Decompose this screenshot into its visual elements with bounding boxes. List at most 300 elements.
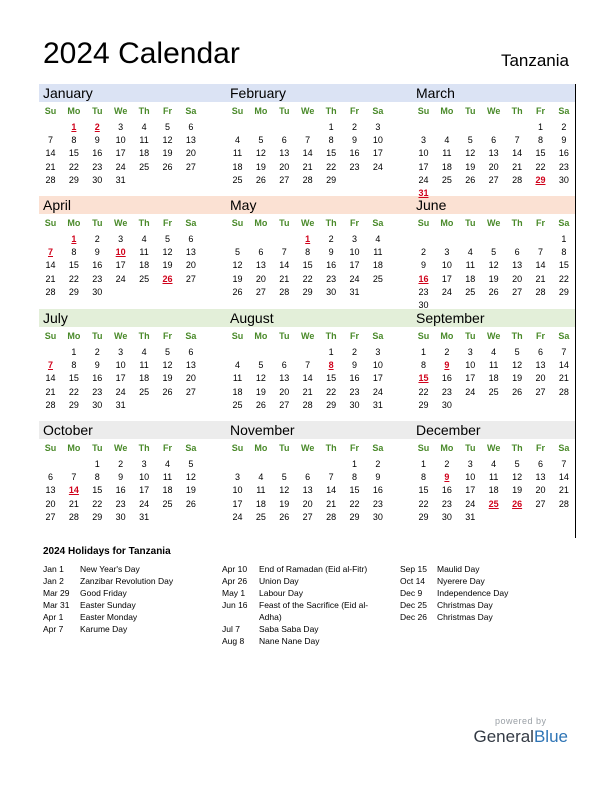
day-cell[interactable]: 17	[465, 485, 476, 496]
day-cell[interactable]: 8	[420, 472, 426, 483]
day-cell[interactable]: 16	[558, 148, 569, 159]
day-cell[interactable]: 14	[45, 148, 56, 159]
day-cell[interactable]: 18	[162, 485, 173, 496]
day-cell[interactable]: 18	[232, 161, 243, 172]
day-cell[interactable]: 23	[349, 386, 360, 397]
day-cell[interactable]: 21	[535, 273, 546, 284]
day-cell[interactable]: 30	[92, 286, 103, 297]
day-cell[interactable]: 21	[302, 386, 313, 397]
day-cell[interactable]: 22	[418, 498, 429, 509]
day-cell[interactable]: 31	[465, 511, 476, 522]
day-cell[interactable]: 13	[185, 360, 196, 371]
day-cell[interactable]: 8	[328, 135, 334, 146]
day-cell[interactable]: 30	[115, 511, 126, 522]
day-cell[interactable]: 18	[465, 273, 476, 284]
day-cell[interactable]: 11	[232, 148, 243, 159]
day-cell[interactable]: 8	[71, 247, 77, 258]
day-cell[interactable]: 10	[115, 135, 126, 146]
day-cell[interactable]: 6	[514, 247, 520, 258]
generalblue-logo[interactable]	[473, 727, 568, 747]
day-cell[interactable]: 20	[279, 161, 290, 172]
day-cell[interactable]: 18	[441, 161, 452, 172]
day-cell[interactable]: 24	[372, 161, 383, 172]
day-cell[interactable]: 13	[279, 373, 290, 384]
day-cell[interactable]: 5	[258, 135, 264, 146]
day-cell[interactable]: 21	[45, 386, 56, 397]
day-cell[interactable]: 23	[115, 498, 126, 509]
day-cell[interactable]: 13	[302, 485, 313, 496]
day-cell[interactable]: 15	[418, 485, 429, 496]
day-cell[interactable]: 25	[255, 511, 266, 522]
day-cell[interactable]: 3	[444, 247, 450, 258]
day-cell[interactable]: 18	[255, 498, 266, 509]
day-cell[interactable]: 7	[514, 135, 520, 146]
day-cell[interactable]: 17	[441, 273, 452, 284]
day-cell[interactable]: 12	[162, 135, 173, 146]
day-cell[interactable]: 21	[279, 273, 290, 284]
holiday-day[interactable]: 1	[71, 234, 77, 244]
day-cell[interactable]: 8	[71, 135, 77, 146]
day-cell[interactable]: 21	[326, 498, 337, 509]
day-cell[interactable]: 23	[349, 161, 360, 172]
day-cell[interactable]: 25	[441, 174, 452, 185]
day-cell[interactable]: 1	[71, 347, 77, 357]
day-cell[interactable]: 28	[302, 174, 313, 185]
day-cell[interactable]: 21	[512, 161, 523, 172]
day-cell[interactable]: 16	[349, 373, 360, 384]
day-cell[interactable]: 4	[491, 459, 497, 469]
day-cell[interactable]: 14	[558, 472, 569, 483]
day-cell[interactable]: 2	[444, 347, 450, 357]
day-cell[interactable]: 27	[535, 386, 546, 397]
day-cell[interactable]: 14	[302, 148, 313, 159]
day-cell[interactable]: 23	[558, 161, 569, 172]
day-cell[interactable]: 22	[535, 161, 546, 172]
day-cell[interactable]: 20	[185, 260, 196, 271]
day-cell[interactable]: 13	[185, 247, 196, 258]
day-cell[interactable]: 5	[281, 472, 287, 483]
day-cell[interactable]: 25	[162, 498, 173, 509]
day-cell[interactable]: 25	[139, 161, 150, 172]
day-cell[interactable]: 12	[512, 360, 523, 371]
day-cell[interactable]: 25	[139, 273, 150, 284]
day-cell[interactable]: 29	[68, 399, 79, 410]
day-cell[interactable]: 21	[302, 161, 313, 172]
day-cell[interactable]: 17	[349, 260, 360, 271]
day-cell[interactable]: 23	[92, 386, 103, 397]
day-cell[interactable]: 30	[372, 511, 383, 522]
day-cell[interactable]: 21	[45, 273, 56, 284]
day-cell[interactable]: 13	[185, 135, 196, 146]
day-cell[interactable]: 2	[351, 347, 357, 357]
day-cell[interactable]: 7	[47, 135, 53, 146]
day-cell[interactable]: 4	[141, 234, 147, 244]
day-cell[interactable]: 6	[188, 122, 194, 132]
day-cell[interactable]: 1	[328, 347, 334, 357]
day-cell[interactable]: 12	[162, 360, 173, 371]
day-cell[interactable]: 24	[139, 498, 150, 509]
day-cell[interactable]: 3	[467, 347, 473, 357]
day-cell[interactable]: 18	[488, 485, 499, 496]
day-cell[interactable]: 30	[441, 399, 452, 410]
day-cell[interactable]: 3	[375, 122, 381, 132]
day-cell[interactable]: 29	[326, 399, 337, 410]
day-cell[interactable]: 19	[512, 373, 523, 384]
holiday-day[interactable]: 16	[418, 273, 429, 284]
day-cell[interactable]: 1	[351, 459, 357, 469]
day-cell[interactable]: 9	[420, 260, 426, 271]
day-cell[interactable]: 11	[139, 360, 149, 371]
day-cell[interactable]: 11	[162, 472, 173, 483]
day-cell[interactable]: 7	[71, 472, 77, 483]
holiday-day[interactable]: 8	[328, 360, 334, 371]
day-cell[interactable]: 27	[302, 511, 313, 522]
day-cell[interactable]: 24	[115, 161, 126, 172]
day-cell[interactable]: 18	[232, 386, 243, 397]
day-cell[interactable]: 21	[45, 161, 56, 172]
day-cell[interactable]: 29	[326, 174, 337, 185]
day-cell[interactable]: 30	[92, 399, 103, 410]
day-cell[interactable]: 12	[255, 373, 266, 384]
day-cell[interactable]: 2	[375, 459, 381, 469]
day-cell[interactable]: 24	[349, 273, 360, 284]
day-cell[interactable]: 7	[537, 247, 543, 258]
day-cell[interactable]: 24	[232, 511, 243, 522]
day-cell[interactable]: 10	[372, 360, 383, 371]
day-cell[interactable]: 10	[465, 360, 476, 371]
day-cell[interactable]: 6	[305, 472, 311, 483]
day-cell[interactable]: 9	[351, 360, 357, 371]
day-cell[interactable]: 11	[373, 247, 383, 258]
day-cell[interactable]: 10	[372, 135, 383, 146]
day-cell[interactable]: 24	[372, 386, 383, 397]
day-cell[interactable]: 10	[139, 472, 150, 483]
day-cell[interactable]: 9	[351, 135, 357, 146]
day-cell[interactable]: 3	[118, 234, 124, 244]
day-cell[interactable]: 5	[514, 459, 520, 469]
day-cell[interactable]: 11	[442, 148, 452, 159]
day-cell[interactable]: 28	[45, 399, 56, 410]
day-cell[interactable]: 16	[92, 260, 103, 271]
day-cell[interactable]: 17	[372, 148, 383, 159]
day-cell[interactable]: 3	[141, 459, 147, 469]
day-cell[interactable]: 17	[232, 498, 243, 509]
day-cell[interactable]: 31	[115, 174, 126, 185]
day-cell[interactable]: 7	[281, 247, 287, 258]
day-cell[interactable]: 16	[326, 260, 337, 271]
day-cell[interactable]: 25	[232, 399, 243, 410]
day-cell[interactable]: 29	[68, 286, 79, 297]
day-cell[interactable]: 20	[185, 148, 196, 159]
day-cell[interactable]: 12	[512, 472, 523, 483]
day-cell[interactable]: 27	[45, 511, 56, 522]
day-cell[interactable]: 29	[418, 399, 429, 410]
day-cell[interactable]: 12	[162, 247, 173, 258]
day-cell[interactable]: 24	[115, 386, 126, 397]
day-cell[interactable]: 24	[115, 273, 126, 284]
day-cell[interactable]: 19	[162, 148, 173, 159]
day-cell[interactable]: 12	[255, 148, 266, 159]
day-cell[interactable]: 31	[372, 399, 383, 410]
day-cell[interactable]: 5	[164, 234, 170, 244]
day-cell[interactable]: 27	[512, 286, 523, 297]
day-cell[interactable]: 14	[302, 373, 313, 384]
day-cell[interactable]: 12	[279, 485, 290, 496]
day-cell[interactable]: 2	[94, 234, 100, 244]
day-cell[interactable]: 26	[162, 161, 173, 172]
day-cell[interactable]: 23	[441, 386, 452, 397]
day-cell[interactable]: 3	[351, 234, 357, 244]
day-cell[interactable]: 12	[465, 148, 476, 159]
day-cell[interactable]: 1	[561, 234, 567, 244]
day-cell[interactable]: 26	[232, 286, 243, 297]
holiday-day[interactable]: 9	[444, 360, 450, 371]
day-cell[interactable]: 1	[537, 122, 543, 132]
day-cell[interactable]: 7	[305, 135, 311, 146]
day-cell[interactable]: 15	[92, 485, 103, 496]
day-cell[interactable]: 29	[558, 286, 569, 297]
holiday-day[interactable]: 1	[71, 122, 77, 132]
day-cell[interactable]: 16	[349, 148, 360, 159]
day-cell[interactable]: 6	[537, 347, 543, 357]
day-cell[interactable]: 3	[118, 347, 124, 357]
day-cell[interactable]: 20	[255, 273, 266, 284]
day-cell[interactable]: 5	[514, 347, 520, 357]
day-cell[interactable]: 26	[185, 498, 196, 509]
holiday-day[interactable]: 2	[94, 122, 100, 132]
day-cell[interactable]: 29	[302, 286, 313, 297]
day-cell[interactable]: 16	[115, 485, 126, 496]
day-cell[interactable]: 18	[372, 260, 383, 271]
day-cell[interactable]: 6	[258, 247, 264, 258]
day-cell[interactable]: 10	[418, 148, 429, 159]
day-cell[interactable]: 8	[94, 472, 100, 483]
day-cell[interactable]: 16	[92, 148, 103, 159]
day-cell[interactable]: 5	[258, 360, 264, 371]
day-cell[interactable]: 1	[420, 347, 426, 357]
day-cell[interactable]: 3	[375, 347, 381, 357]
day-cell[interactable]: 27	[185, 161, 196, 172]
day-cell[interactable]: 22	[418, 386, 429, 397]
day-cell[interactable]: 19	[185, 485, 196, 496]
day-cell[interactable]: 19	[255, 386, 266, 397]
day-cell[interactable]: 24	[418, 174, 429, 185]
day-cell[interactable]: 13	[45, 485, 56, 496]
day-cell[interactable]: 20	[512, 273, 523, 284]
day-cell[interactable]: 8	[537, 135, 543, 146]
day-cell[interactable]: 5	[164, 347, 170, 357]
holiday-day[interactable]: 31	[418, 188, 429, 198]
holiday-day[interactable]: 14	[68, 485, 79, 496]
day-cell[interactable]: 22	[302, 273, 313, 284]
day-cell[interactable]: 19	[232, 273, 243, 284]
day-cell[interactable]: 12	[488, 260, 499, 271]
day-cell[interactable]: 26	[488, 286, 499, 297]
holiday-day[interactable]: 29	[535, 174, 546, 185]
day-cell[interactable]: 4	[164, 459, 170, 469]
day-cell[interactable]: 6	[281, 360, 287, 371]
day-cell[interactable]: 22	[68, 161, 79, 172]
day-cell[interactable]: 14	[535, 260, 546, 271]
day-cell[interactable]: 21	[558, 373, 569, 384]
day-cell[interactable]: 1	[420, 459, 426, 469]
day-cell[interactable]: 20	[535, 373, 546, 384]
holiday-day[interactable]: 7	[47, 360, 53, 371]
day-cell[interactable]: 26	[279, 511, 290, 522]
day-cell[interactable]: 23	[92, 161, 103, 172]
day-cell[interactable]: 30	[349, 399, 360, 410]
day-cell[interactable]: 27	[255, 286, 266, 297]
day-cell[interactable]: 31	[115, 399, 126, 410]
day-cell[interactable]: 15	[558, 260, 569, 271]
day-cell[interactable]: 10	[115, 360, 126, 371]
day-cell[interactable]: 2	[328, 234, 334, 244]
day-cell[interactable]: 20	[185, 373, 196, 384]
holiday-day[interactable]: 26	[162, 273, 173, 284]
day-cell[interactable]: 6	[188, 347, 194, 357]
day-cell[interactable]: 2	[444, 459, 450, 469]
holiday-day[interactable]: 26	[512, 498, 523, 509]
day-cell[interactable]: 15	[326, 148, 337, 159]
day-cell[interactable]: 22	[68, 273, 79, 284]
day-cell[interactable]: 4	[444, 135, 450, 146]
day-cell[interactable]: 27	[185, 273, 196, 284]
day-cell[interactable]: 30	[558, 174, 569, 185]
day-cell[interactable]: 2	[118, 459, 124, 469]
day-cell[interactable]: 29	[349, 511, 360, 522]
day-cell[interactable]: 8	[420, 360, 426, 371]
day-cell[interactable]: 4	[375, 234, 381, 244]
day-cell[interactable]: 10	[349, 247, 360, 258]
day-cell[interactable]: 10	[465, 472, 476, 483]
day-cell[interactable]: 3	[420, 135, 426, 146]
day-cell[interactable]: 26	[255, 399, 266, 410]
day-cell[interactable]: 9	[94, 247, 100, 258]
day-cell[interactable]: 8	[561, 247, 567, 258]
day-cell[interactable]: 2	[561, 122, 567, 132]
day-cell[interactable]: 19	[162, 373, 173, 384]
day-cell[interactable]: 31	[139, 511, 150, 522]
day-cell[interactable]: 28	[279, 286, 290, 297]
holiday-day[interactable]: 10	[115, 247, 126, 258]
day-cell[interactable]: 2	[351, 122, 357, 132]
day-cell[interactable]: 15	[535, 148, 546, 159]
day-cell[interactable]: 16	[441, 485, 452, 496]
day-cell[interactable]: 6	[537, 459, 543, 469]
day-cell[interactable]: 21	[68, 498, 79, 509]
day-cell[interactable]: 3	[467, 459, 473, 469]
day-cell[interactable]: 24	[441, 286, 452, 297]
day-cell[interactable]: 15	[68, 260, 79, 271]
day-cell[interactable]: 27	[488, 174, 499, 185]
day-cell[interactable]: 21	[558, 485, 569, 496]
day-cell[interactable]: 1	[328, 122, 334, 132]
day-cell[interactable]: 5	[491, 247, 497, 258]
day-cell[interactable]: 6	[491, 135, 497, 146]
day-cell[interactable]: 27	[279, 174, 290, 185]
day-cell[interactable]: 19	[512, 485, 523, 496]
day-cell[interactable]: 7	[328, 472, 334, 483]
day-cell[interactable]: 29	[92, 511, 103, 522]
holiday-day[interactable]: 1	[305, 234, 311, 244]
day-cell[interactable]: 25	[488, 386, 499, 397]
day-cell[interactable]: 6	[281, 135, 287, 146]
day-cell[interactable]: 23	[418, 286, 429, 297]
day-cell[interactable]: 9	[375, 472, 381, 483]
day-cell[interactable]: 23	[372, 498, 383, 509]
day-cell[interactable]: 3	[118, 122, 124, 132]
day-cell[interactable]: 15	[326, 373, 337, 384]
day-cell[interactable]: 27	[185, 386, 196, 397]
day-cell[interactable]: 26	[255, 174, 266, 185]
day-cell[interactable]: 11	[139, 135, 149, 146]
day-cell[interactable]: 11	[256, 485, 266, 496]
day-cell[interactable]: 16	[92, 373, 103, 384]
day-cell[interactable]: 13	[535, 360, 546, 371]
day-cell[interactable]: 15	[302, 260, 313, 271]
day-cell[interactable]: 4	[258, 472, 264, 483]
day-cell[interactable]: 14	[326, 485, 337, 496]
day-cell[interactable]: 19	[465, 161, 476, 172]
day-cell[interactable]: 28	[326, 511, 337, 522]
day-cell[interactable]: 19	[255, 161, 266, 172]
day-cell[interactable]: 10	[441, 260, 452, 271]
day-cell[interactable]: 20	[535, 485, 546, 496]
day-cell[interactable]: 13	[279, 148, 290, 159]
day-cell[interactable]: 22	[68, 386, 79, 397]
day-cell[interactable]: 4	[141, 347, 147, 357]
day-cell[interactable]: 27	[535, 498, 546, 509]
day-cell[interactable]: 19	[488, 273, 499, 284]
day-cell[interactable]: 31	[349, 286, 360, 297]
day-cell[interactable]: 2	[94, 347, 100, 357]
day-cell[interactable]: 15	[68, 373, 79, 384]
holiday-day[interactable]: 7	[47, 247, 53, 258]
day-cell[interactable]: 5	[467, 135, 473, 146]
day-cell[interactable]: 25	[139, 386, 150, 397]
day-cell[interactable]: 22	[92, 498, 103, 509]
day-cell[interactable]: 2	[420, 247, 426, 258]
day-cell[interactable]: 5	[164, 122, 170, 132]
day-cell[interactable]: 13	[512, 260, 523, 271]
day-cell[interactable]: 25	[372, 273, 383, 284]
day-cell[interactable]: 4	[491, 347, 497, 357]
day-cell[interactable]: 15	[349, 485, 360, 496]
day-cell[interactable]: 6	[188, 234, 194, 244]
day-cell[interactable]: 17	[115, 260, 126, 271]
day-cell[interactable]: 11	[489, 360, 499, 371]
day-cell[interactable]: 4	[234, 135, 240, 146]
day-cell[interactable]: 30	[441, 511, 452, 522]
day-cell[interactable]: 25	[232, 174, 243, 185]
day-cell[interactable]: 23	[326, 273, 337, 284]
day-cell[interactable]: 20	[45, 498, 56, 509]
day-cell[interactable]: 5	[234, 247, 240, 258]
day-cell[interactable]: 28	[45, 174, 56, 185]
day-cell[interactable]: 17	[115, 148, 126, 159]
day-cell[interactable]: 18	[488, 373, 499, 384]
day-cell[interactable]: 24	[465, 386, 476, 397]
day-cell[interactable]: 28	[512, 174, 523, 185]
day-cell[interactable]: 14	[45, 373, 56, 384]
day-cell[interactable]: 30	[418, 300, 429, 310]
day-cell[interactable]: 30	[326, 286, 337, 297]
day-cell[interactable]: 29	[68, 174, 79, 185]
day-cell[interactable]: 20	[279, 386, 290, 397]
day-cell[interactable]: 11	[465, 260, 475, 271]
day-cell[interactable]: 8	[71, 360, 77, 371]
day-cell[interactable]: 5	[188, 459, 194, 469]
